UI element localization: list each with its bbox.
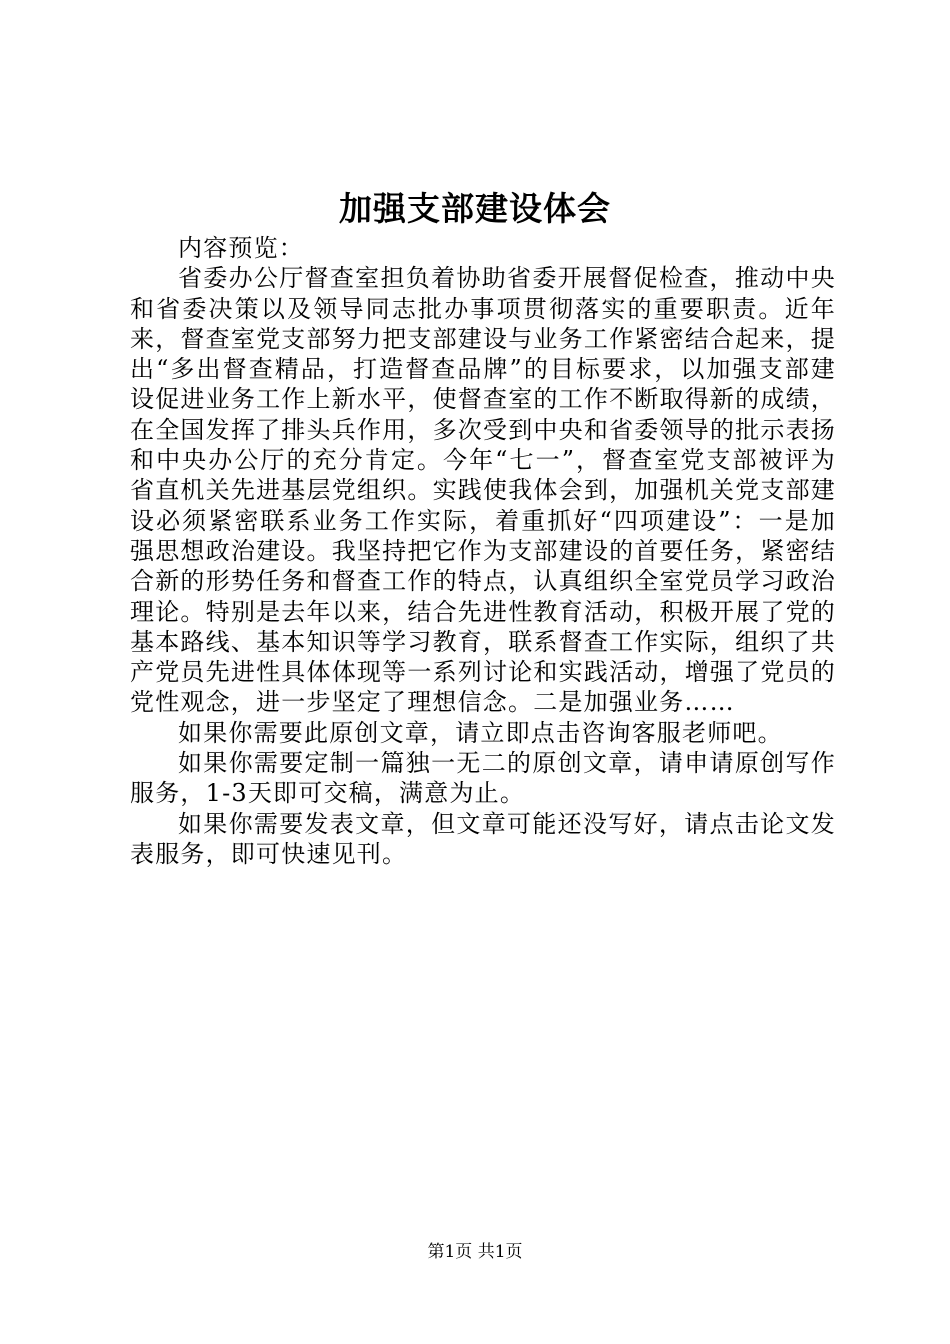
document-title: 加强支部建设体会	[339, 189, 611, 228]
preview-label: 内容预览：	[178, 234, 304, 262]
document-body	[130, 233, 836, 869]
paragraph-custom-writing: 如果你需要定制一篇独一无二的原创文章，请申请原创写作服务，1-3天即可交稿，满意为止。	[130, 749, 836, 808]
paragraph-consult: 如果你需要此原创文章，请立即点击咨询客服老师吧。	[178, 718, 783, 747]
paragraph-main: 省委办公厅督查室担负着协助省委开展督促检查，推动中央和省委决策以及领导同志批办事项贯彻落实的重要职责。近年来，督查室党支部努力把支部建设与业务工作紧密结合起来，提出“多出督查精品，打造督查品牌”的目标要求，以加强支部建设促进业务工作上新水平，使督查室的工作不断取得新的成绩，在全国发挥了排头兵作用，多次受到中央和省委领导的批示表扬和中央办公厅的充分肯定。今年“七一”，督查室党支部被评为省直机关先进基层党组织。实践使我体会到，加强机关党支部建设必须紧密联系业务工作实际，着重抓好“四项建设”：一是加强思想政治建设。我坚持把它作为支部建设的首要任务，紧密结合新的形势任务和督查工作的特点，认真组织全室党员学习政治理论。特别是去年以来，结合先进性教育活动，积极开展了党的基本路线、基本知识等学习教育，联系督查工作实际，组织了共产党员先进性具体体现等一系列讨论和实践活动，增强了党员的党性观念，进一步坚定了理想信念。二是加强业务……	[130, 264, 836, 717]
paragraph-publishing: 如果你需要发表文章，但文章可能还没写好，请点击论文发表服务，即可快速见刊。	[130, 809, 836, 868]
page-footer: 第1页 共1页	[427, 1242, 523, 1262]
